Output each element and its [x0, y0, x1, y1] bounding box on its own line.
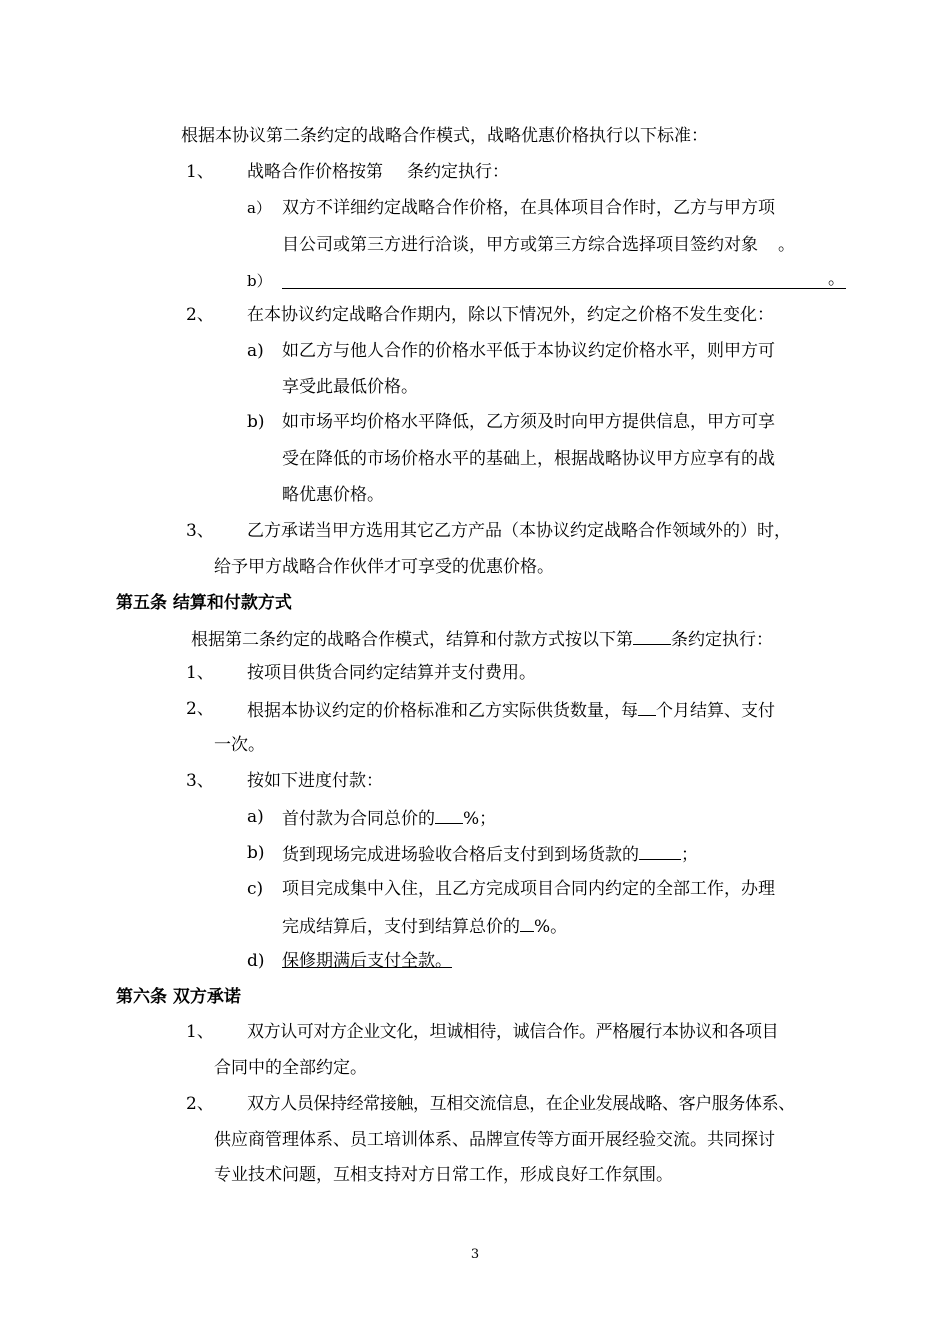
item-text: 按如下进度付款： [247, 771, 383, 791]
fill-in-blank[interactable] [435, 805, 463, 824]
item-number: 2、 [186, 699, 214, 719]
item-number: 2、 [186, 1094, 214, 1114]
item-text: 供应商管理体系、员工培训体系、品牌宣传等方面开展经验交流。共同探讨 [214, 1130, 775, 1150]
article-intro: 根据第二条约定的战略合作模式，结算和付款方式按以下第 条约定执行： [191, 626, 773, 652]
article-heading: 第六条 双方承诺 [116, 987, 241, 1007]
fill-in-blank[interactable] [520, 913, 534, 932]
item-text: 合同中的全部约定。 [214, 1058, 367, 1078]
item-text: 按项目供货合同约定结算并支付费用。 [247, 663, 536, 683]
subitem-letter: a) [247, 341, 264, 361]
fill-in-line[interactable] [282, 288, 846, 289]
subitem-text: 略优惠价格。 [282, 485, 384, 505]
item-text: 给予甲方战略合作伙伴才可享受的优惠价格。 [214, 557, 554, 577]
item-text: 一次。 [214, 735, 265, 755]
subitem-text: 货到现场完成进场验收合格后支付到到场货款的 ； [282, 841, 698, 867]
subitem-text: 双方不详细约定战略合作价格，在具体项目合作时，乙方与甲方项 [282, 198, 775, 218]
subitem-letter: b) [247, 843, 265, 863]
item-number: 3、 [186, 771, 214, 791]
page-number: 3 [470, 1247, 480, 1262]
subitem-letter: b) [247, 412, 265, 432]
line-end-mark: 。 [828, 269, 845, 289]
item-text: 乙方承诺当甲方选用其它乙方产品（本协议约定战略合作领域外的）时， [247, 521, 791, 541]
subitem-letter: c) [247, 879, 264, 899]
item-number: 3、 [186, 521, 214, 541]
subitem-letter: a） [247, 199, 271, 217]
item-text: 专业技术问题，互相支持对方日常工作，形成良好工作氛围。 [214, 1165, 673, 1185]
fill-in-blank[interactable] [633, 626, 671, 645]
item-number: 1、 [186, 663, 214, 683]
article-heading: 第五条 结算和付款方式 [116, 593, 292, 613]
subitem-text: 目公司或第三方进行洽谈，甲方或第三方综合选择项目签约对象 。 [282, 235, 795, 255]
subitem-text: 项目完成集中入住，且乙方完成项目合同内约定的全部工作，办理 [282, 879, 775, 899]
fill-in-blank[interactable] [638, 697, 656, 716]
item-number: 1、 [186, 1022, 214, 1042]
item-text: 双方人员保持经常接触，互相交流信息，在企业发展战略、客户服务体系、 [247, 1094, 795, 1114]
fill-in-blank[interactable] [639, 841, 681, 860]
item-text: 战略合作价格按第 条约定执行： [247, 162, 509, 182]
subitem-text: 受在降低的市场价格水平的基础上，根据战略协议甲方应享有的战 [282, 449, 775, 469]
subitem-text: 首付款为合同总价的 %； [282, 805, 496, 831]
subitem-text: 保修期满后支付全款。 [282, 951, 452, 971]
subitem-letter: a) [247, 807, 264, 827]
subitem-text: 完成结算后，支付到结算总价的 %。 [282, 913, 567, 939]
item-number: 1、 [186, 162, 214, 182]
subitem-text: 享受此最低价格。 [282, 377, 418, 397]
item-text: 双方认可对方企业文化，坦诚相待，诚信合作。严格履行本协议和各项目 [247, 1022, 779, 1042]
subitem-text: 如市场平均价格水平降低，乙方须及时向甲方提供信息，甲方可享 [282, 412, 775, 432]
subitem-letter: d) [247, 951, 265, 971]
item-number: 2、 [186, 305, 214, 325]
price-intro: 根据本协议第二条约定的战略合作模式，战略优惠价格执行以下标准： [181, 126, 708, 146]
item-text: 在本协议约定战略合作期内，除以下情况外，约定之价格不发生变化： [247, 305, 774, 325]
subitem-letter: b） [247, 272, 272, 290]
subitem-text: 如乙方与他人合作的价格水平低于本协议约定价格水平，则甲方可 [282, 341, 775, 361]
item-text: 根据本协议约定的价格标准和乙方实际供货数量，每 个月结算、支付 [247, 697, 775, 723]
